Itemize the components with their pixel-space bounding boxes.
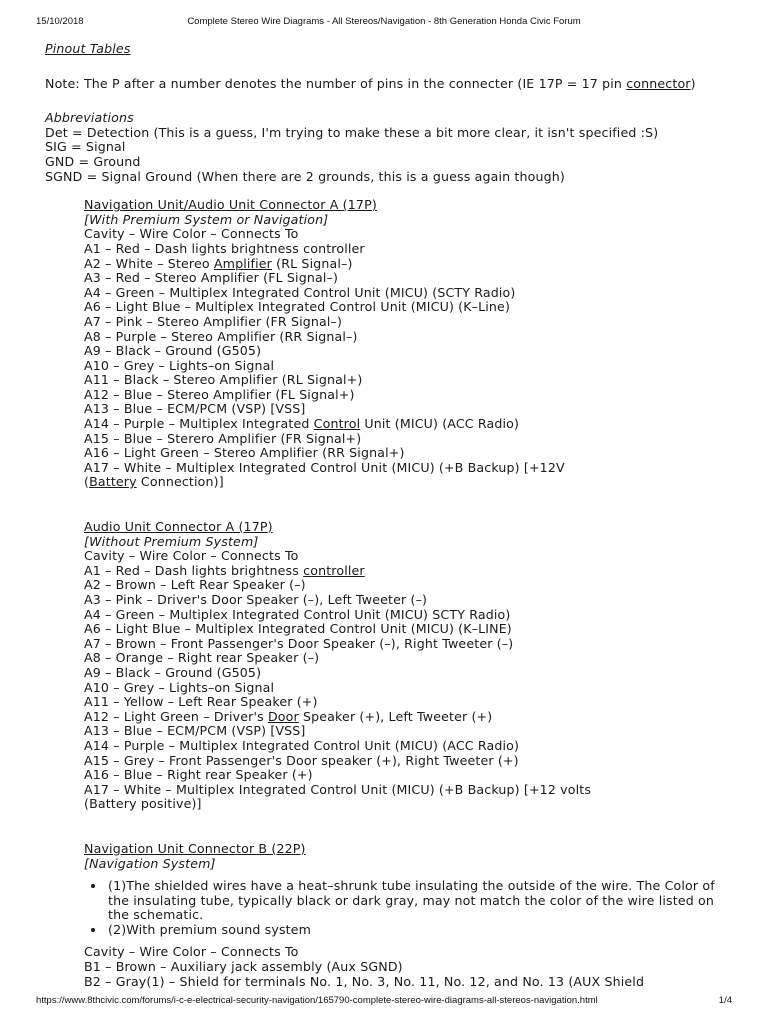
pin-row: A2 – White – Stereo Amplifier (RL Signal–) — [84, 255, 353, 271]
pin-row: A14 – Purple – Multiplex Integrated Control Unit (MICU) (ACC Radio) — [84, 416, 520, 432]
pin-row: A13 – Blue – ECM/PCM (VSP) [VSS] — [84, 401, 306, 417]
pin-row-continued: (Battery positive)] — [84, 796, 202, 812]
abbr-gnd: GND = Ground — [45, 153, 141, 169]
pin-row: A1 – Red – Dash lights brightness controller — [84, 240, 365, 256]
pin-row-continued: (Battery Connection)] — [84, 474, 224, 490]
pin-row: A9 – Black – Ground (G505) — [84, 343, 262, 359]
pin-row: B2 – Gray(1) – Shield for terminals No. 1, No. 3, No. 11, No. 12, and No. 13 (AUX Shield — [84, 973, 645, 989]
pin-row: A7 – Brown – Front Passenger's Door Speaker (–), Right Tweeter (–) — [84, 635, 514, 651]
abbreviations-heading: Abbreviations — [45, 110, 134, 126]
pin-row: A10 – Grey – Lights–on Signal — [84, 357, 275, 373]
pin-row: A14 – Purple – Multiplex Integrated Control Unit (MICU) (ACC Radio) — [84, 737, 520, 753]
nav-connector-b-table — [45, 945, 735, 989]
pins-link[interactable]: 17P — [347, 197, 372, 213]
table-header-row: Cavity – Wire Color – Connects To — [84, 226, 299, 242]
section-title: Audio Unit Connector A (17P) — [84, 519, 273, 535]
door-link[interactable]: Door — [267, 708, 299, 724]
pin-row: A3 – Pink – Driver's Door Speaker (–), Left Tweeter (–) — [84, 592, 428, 607]
amplifier-link[interactable]: Amplifier — [213, 255, 272, 271]
section-subtitle: [With Premium System or Navigation] — [84, 211, 329, 227]
pin-row: A16 – Light Green – Stereo Amplifier (RR Signal+) — [84, 445, 405, 461]
pin-row: A15 – Grey – Front Passenger's Door speaker (+), Right Tweeter (+) — [84, 752, 519, 768]
pin-row: A7 – Pink – Stereo Amplifier (FR Signal–) — [84, 313, 343, 329]
pin-row: A17 – White – Multiplex Integrated Control Unit (MICU) (+B Backup) [+12 volts — [84, 781, 592, 797]
pin-row: A3 – Red – Stereo Amplifier (FL Signal–) — [84, 270, 339, 286]
list-item: • (1)The shielded wires have a heat–shrunk tube insulating the outside of the wire. The Color of the insulating tube, typically black or dark gray, may not match the color of the wire listed on the schematic. — [106, 879, 735, 923]
controller-link[interactable]: controller — [303, 562, 365, 578]
pin-row: A13 – Blue – ECM/PCM (VSP) [VSS] — [84, 723, 306, 739]
table-header-row: Cavity – Wire Color – Connects To — [84, 548, 299, 564]
section-title: Navigation Unit/Audio Unit Connector A (17P) — [84, 197, 377, 213]
pin-row: A9 – Black – Ground (G505) — [84, 664, 262, 680]
print-url: https://www.8thcivic.com/forums/i-c-e-electrical-security-navigation/165790-complete-stereo-wire-diagrams-all-stereos-navigation.html — [36, 995, 598, 1006]
list-item: • (2)With premium sound system — [106, 923, 735, 938]
nav-audio-connector-a-table — [45, 198, 735, 871]
pin-row: A12 – Blue – Stereo Amplifier (FL Signal+) — [84, 386, 355, 402]
section-title: Navigation Unit Connector B (22P) — [84, 840, 306, 856]
pin-row: A1 – Red – Dash lights brightness controller — [84, 562, 365, 578]
pin-row: A15 – Blue – Sterero Amplifier (FR Signal+) — [84, 430, 362, 446]
pin-row: A4 – Green – Multiplex Integrated Control Unit (MICU) SCTY Radio) — [84, 606, 511, 622]
print-header — [0, 16, 768, 30]
pin-row: A8 – Orange – Right rear Speaker (–) — [84, 650, 320, 666]
notes-list — [45, 879, 735, 937]
battery-link[interactable]: Battery — [89, 474, 137, 490]
abbr-sig: SIG = Signal — [45, 139, 126, 155]
pin-row: A17 – White – Multiplex Integrated Control Unit (MICU) (+B Backup) [+12V — [84, 459, 565, 475]
abbr-sgnd: SGND = Signal Ground (When there are 2 grounds, this is a guess again though) — [45, 168, 565, 184]
page-number: 1/4 — [718, 995, 732, 1006]
pinout-tables-heading: Pinout Tables — [45, 41, 131, 56]
pins-link[interactable]: 17P — [243, 519, 268, 535]
pin-row: B1 – Brown – Auxiliary jack assembly (Aux SGND) — [84, 959, 403, 975]
connector-link[interactable]: connector — [626, 75, 691, 91]
pin-row: A2 – Brown – Left Rear Speaker (–) — [84, 577, 306, 593]
section-subtitle: [Without Premium System] — [84, 533, 259, 549]
pin-row: A6 – Light Blue – Multiplex Integrated Control Unit (MICU) (K–LINE) — [84, 621, 512, 637]
pin-row: A4 – Green – Multiplex Integrated Control Unit (MICU) (SCTY Radio) — [84, 284, 516, 300]
pin-row: A6 – Light Blue – Multiplex Integrated Control Unit (MICU) (K–Line) — [84, 299, 511, 315]
print-date: 15/10/2018 — [36, 16, 84, 27]
print-footer — [0, 995, 768, 1009]
control-link[interactable]: Control — [313, 416, 361, 432]
table-header-row: Cavity – Wire Color – Connects To — [84, 944, 299, 960]
abbr-det: Det = Detection (This is a guess, I'm trying to make these a bit more clear, it isn't specified :S) — [45, 124, 659, 140]
pin-note: Note: The P after a number denotes the number of pins in the connecter (IE 17P = 17 pin connector) — [45, 75, 696, 91]
pin-row: A12 – Light Green – Driver's Door Speaker (+), Left Tweeter (+) — [84, 708, 493, 724]
pin-row: A11 – Black – Stereo Amplifier (RL Signal+) — [84, 372, 363, 388]
pin-row: A10 – Grey – Lights–on Signal — [84, 679, 275, 695]
post-content — [45, 42, 735, 989]
print-page-title: Complete Stereo Wire Diagrams - All Stereos/Navigation - 8th Generation Honda Civic Forum — [187, 16, 581, 27]
pin-row: A16 – Blue – Right rear Speaker (+) — [84, 767, 313, 783]
pin-row: A11 – Yellow – Left Rear Speaker (+) — [84, 694, 318, 710]
pins-link[interactable]: 22P — [276, 840, 301, 856]
section-subtitle: [Navigation System] — [84, 855, 216, 871]
pin-row: A8 – Purple – Stereo Amplifier (RR Signal–) — [84, 328, 358, 344]
